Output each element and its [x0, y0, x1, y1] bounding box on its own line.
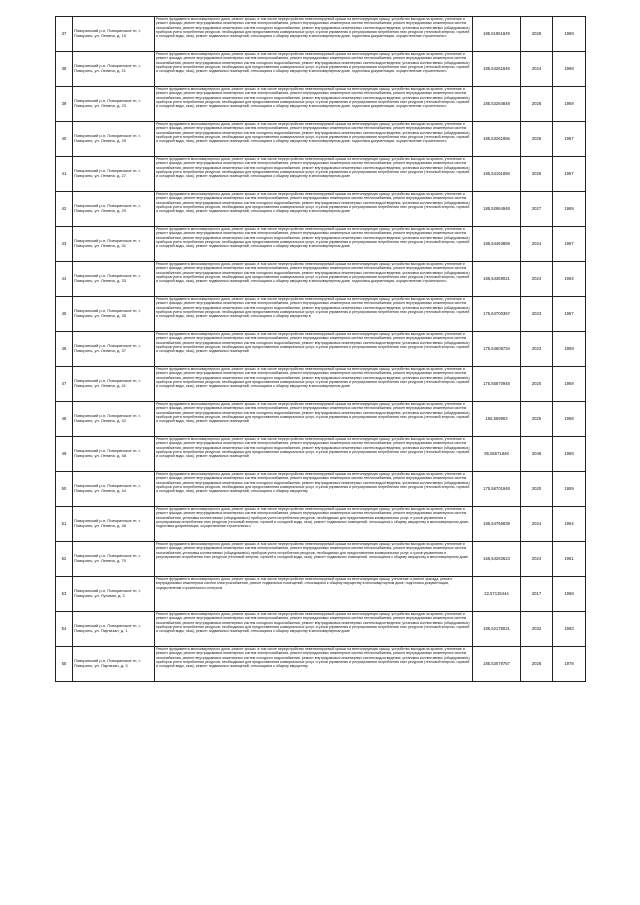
build-year-cell: 1969 [553, 367, 586, 402]
planned-year-cell: 2024 [521, 507, 553, 542]
works-description-cell: Ремонт фундамента многоквартирного дома, ремонт крыши, в том числе переустройство невентилируемой крыши на вентилируемую крышу, устройство выходов на кровлю, утепление и ремонт фасада, ремонт внутридомовых инженерных систем электроснабжения, ремонт внутридомовых инженерных систем теплоснабжения, ремонт внутридомовых инженерных систем газоснабжения, установка коллективных (общедомовых) приборов учета потребления ресурсов, необходимых для предоставления коммунальных услуг, и узлов управления и регулирования потребления этих ресурсов (тепловой энергии, горячей и холодной воды, газа), ремонт подвальных помещений, относящихся к общему имуществу в многоквартирном доме [155, 542, 473, 577]
works-description-cell: Ремонт фундамента многоквартирного дома, ремонт крыши, в том числе переустройство невентилируемой крыши на вентилируемую крышу, устройство выходов на кровлю, утепление и ремонт фасада, ремонт внутридомовых инженерных систем электроснабжения, ремонт внутридомовых инженерных систем теплоснабжения, ремонт внутридомовых инженерных систем газоснабжения, ремонт внутридомовых инженерных систем холодного водоснабжения, ремонт внутридомовых инженерных систем водоотведения, установка коллективных (общедомовых) приборов учета потребления ресурсов, необходимых для предоставления коммунальных услуг, и узлов управления и регулирования потребления этих ресурсов (тепловой энергии, горячей и холодной воды, газа), ремонт подвальных помещений, относящихся к общему имуществу в многоквартирном доме, подготовка документации, осуществление строительного [155, 262, 473, 297]
table-row [56, 437, 586, 472]
address-cell: Поворинский р-н, Поворинское гп, г. Поворино, ул. Ленина, д. 48 [73, 507, 155, 542]
row-number-cell: 42 [56, 192, 73, 227]
address-cell: Поворинский р-н, Поворинское гп, г. Поворино, ул. Ленина, д. 35 [73, 297, 155, 332]
value-cell: 22,57125444 [473, 577, 521, 612]
works-description-cell: Ремонт фундамента многоквартирного дома, ремонт крыши, в том числе переустройство невентилируемой крыши на вентилируемую крышу, устройство выходов на кровлю, утепление и ремонт фасада, ремонт внутридомовых инженерных систем электроснабжения, ремонт внутридомовых инженерных систем теплоснабжения, ремонт внутридомовых инженерных систем газоснабжения, ремонт внутридомовых инженерных систем холодного водоснабжения, ремонт внутридомовых инженерных систем водоотведения, установка коллективных (общедомовых) приборов учета потребления ресурсов, необходимых для предоставления коммунальных услуг, и узлов управления и регулирования потребления этих ресурсов (тепловой энергии, горячей и холодной воды, газа), ремонт подвальных помещений, относящихся к общему имуществу в [155, 297, 473, 332]
row-number-cell: 41 [56, 157, 73, 192]
build-year-cell: 1961 [553, 542, 586, 577]
table-row [56, 472, 586, 507]
build-year-cell: 1964 [553, 507, 586, 542]
build-year-cell: 1958 [553, 402, 586, 437]
planned-year-cell: 2028 [521, 122, 553, 157]
planned-year-cell: 2020 [521, 367, 553, 402]
works-description-cell: Ремонт фундамента многоквартирного дома, ремонт крыши, в том числе переустройство невентилируемой крыши на вентилируемую крышу, устройство выходов на кровлю, утепление и ремонт фасада, ремонт внутридомовых инженерных систем электроснабжения, ремонт внутридомовых инженерных систем теплоснабжения, ремонт внутридомовых инженерных систем газоснабжения, ремонт внутридомовых инженерных систем холодного водоснабжения, ремонт внутридомовых инженерных систем водоотведения, установка коллективных (общедомовых) приборов учета потребления ресурсов, необходимых для предоставления коммунальных услуг, и узлов управления и регулирования потребления этих ресурсов (тепловой энергии, горячей и холодной воды, газа), ремонт подвальных помещений, относящихся к общему имуществу [155, 472, 473, 507]
build-year-cell: 1969 [553, 192, 586, 227]
address-cell: Поворинский р-н, Поворинское гп, г. Поворино, ул. Ленина, д. 25 [73, 122, 155, 157]
works-description-cell: Ремонт фундамента многоквартирного дома, ремонт крыши, в том числе переустройство невентилируемой крыши на вентилируемую крышу, устройство выходов на кровлю, утепление и ремонт фасада, ремонт внутридомовых инженерных систем электроснабжения, ремонт внутридомовых инженерных систем теплоснабжения, ремонт внутридомовых инженерных систем газоснабжения, ремонт внутридомовых инженерных систем холодного водоснабжения, ремонт внутридомовых инженерных систем водоотведения, установка коллективных (общедомовых) приборов учета потребления ресурсов, необходимых для предоставления коммунальных услуг, и узлов управления и регулирования потребления этих ресурсов (тепловой энергии, горячей и холодной воды, газа), ремонт подвальных помещений, относящихся к общему имуществу в многоквартирном доме, подготовка документации, осуществление строительного [155, 52, 473, 87]
address-cell: Поворинский р-н, Поворинское гп, г. Поворино, ул. Ленина, д. 21 [73, 52, 155, 87]
value-cell: 175,54608734 [473, 332, 521, 367]
row-number-cell: 37 [56, 17, 73, 52]
build-year-cell: 1969 [553, 437, 586, 472]
table-row [56, 297, 586, 332]
row-number-cell: 45 [56, 297, 73, 332]
value-cell: 175,56701948 [473, 472, 521, 507]
address-cell: Поворинский р-н, Поворинское гп, г. Поворино, ул. Ленина, д. 44 [73, 472, 155, 507]
table-row [56, 227, 586, 262]
works-description-cell: Ремонт фундамента многоквартирного дома, ремонт крыши, в том числе переустройство невентилируемой крыши на вентилируемую крышу, утепление и ремонт фасада, ремонт внутридомовых инженерных систем электроснабжения, ремонт подвальных помещений, относящихся к общему имуществу в многоквартирном доме, подготовка документации, осуществление строительного контроля [155, 577, 473, 612]
row-number-cell: 46 [56, 332, 73, 367]
table-row [56, 192, 586, 227]
row-number-cell: 43 [56, 227, 73, 262]
row-number-cell: 52 [56, 542, 73, 577]
works-description-cell: Ремонт фундамента многоквартирного дома, ремонт крыши, в том числе переустройство невентилируемой крыши на вентилируемую крышу, устройство выходов на кровлю, утепление и ремонт фасада, ремонт внутридомовых инженерных систем электроснабжения, ремонт внутридомовых инженерных систем теплоснабжения, ремонт внутридомовых инженерных систем газоснабжения, ремонт внутридомовых инженерных систем холодного водоснабжения, ремонт внутридомовых инженерных систем водоотведения, установка коллективных (общедомовых) приборов учета потребления ресурсов, необходимых для предоставления коммунальных услуг, и узлов управления и регулирования потребления этих ресурсов (тепловой энергии, горячей и холодной воды, газа), ремонт подвальных помещений, относящихся к общему имуществу в многоквартирном доме [155, 367, 473, 402]
build-year-cell: 1967 [553, 297, 586, 332]
address-cell: Поворинский р-н, Поворинское гп, г. Поворино, ул. Ленина, д. 31 [73, 227, 155, 262]
works-description-cell: Ремонт фундамента многоквартирного дома, ремонт крыши, в том числе переустройство невентилируемой крыши на вентилируемую крышу, устройство выходов на кровлю, утепление и ремонт фасада, ремонт внутридомовых инженерных систем электроснабжения, ремонт внутридомовых инженерных систем теплоснабжения, ремонт внутридомовых инженерных систем газоснабжения, ремонт внутридомовых инженерных систем холодного водоснабжения, ремонт внутридомовых инженерных систем водоотведения, установка коллективных (общедомовых) приборов учета потребления ресурсов, необходимых для предоставления коммунальных услуг, и узлов управления и регулирования потребления этих ресурсов (тепловой энергии, горячей и холодной воды, газа), ремонт подвальных помещений, относящихся к общему имуществу в многоквартирном доме [155, 192, 473, 227]
row-number-cell: 47 [56, 367, 73, 402]
value-cell: 185,54191856 [473, 157, 521, 192]
row-number-cell: 44 [56, 262, 73, 297]
address-cell: Поворинский р-н, Поворинское гп, г. Поворино, ул. Ленина, д. 29 [73, 192, 155, 227]
table-row [56, 507, 586, 542]
value-cell: 185,53078757 [473, 647, 521, 682]
row-number-cell: 49 [56, 437, 73, 472]
build-year-cell: 1978 [553, 647, 586, 682]
planned-year-cell: 2023 [521, 332, 553, 367]
planned-year-cell: 2024 [521, 227, 553, 262]
works-description-cell: Ремонт фундамента многоквартирного дома, ремонт крыши, в том числе переустройство невентилируемой крыши на вентилируемую крышу, устройство выходов на кровлю, утепление и ремонт фасада, ремонт внутридомовых инженерных систем электроснабжения, ремонт внутридомовых инженерных систем теплоснабжения, ремонт внутридомовых инженерных систем газоснабжения, ремонт внутридомовых инженерных систем холодного водоснабжения, ремонт внутридомовых инженерных систем водоотведения, установка коллективных (общедомовых) приборов учета потребления ресурсов, необходимых для предоставления коммунальных услуг, и узлов управления и регулирования потребления этих ресурсов (тепловой энергии, горячей и холодной воды, газа), ремонт подвальных помещений [155, 402, 473, 437]
value-cell: 185,51951849 [473, 17, 521, 52]
works-description-cell: Ремонт фундамента многоквартирного дома, ремонт крыши, в том числе переустройство невентилируемой крыши на вентилируемую крышу, устройство выходов на кровлю, утепление и ремонт фасада, ремонт внутридомовых инженерных систем электроснабжения, ремонт внутридомовых инженерных систем теплоснабжения, ремонт внутридомовых инженерных систем газоснабжения, ремонт внутридомовых инженерных систем холодного водоснабжения, ремонт внутридомовых инженерных систем водоотведения, установка коллективных (общедомовых) приборов учета потребления ресурсов, необходимых для предоставления коммунальных услуг, и узлов управления и регулирования потребления этих ресурсов (тепловой энергии, горячей и холодной воды, газа), ремонт подвальных помещений, относящихся к общему имуществу в многоквартирном доме [155, 227, 473, 262]
works-description-cell: Ремонт фундамента многоквартирного дома, ремонт крыши, в том числе переустройство невентилируемой крыши на вентилируемую крышу, устройство выходов на кровлю, утепление и ремонт фасада, ремонт внутридомовых инженерных систем электроснабжения, ремонт внутридомовых инженерных систем теплоснабжения, ремонт внутридомовых инженерных систем газоснабжения, ремонт внутридомовых инженерных систем холодного водоснабжения, ремонт внутридомовых инженерных систем водоотведения, установка коллективных (общедомовых) приборов учета потребления ресурсов, необходимых для предоставления коммунальных услуг, и узлов управления и регулирования потребления этих ресурсов (тепловой энергии, горячей и холодной воды, газа), ремонт подвальных помещений [155, 437, 473, 472]
planned-year-cell: 2028 [521, 17, 553, 52]
address-cell: Поворинский р-н, Поворинское гп, г. Поворино, ул. Ленина, д. 70 [73, 542, 155, 577]
value-cell: 185,54766839 [473, 507, 521, 542]
works-description-cell: Ремонт фундамента многоквартирного дома, ремонт крыши, в том числе переустройство невентилируемой крыши на вентилируемую крышу, устройство выходов на кровлю, утепление и ремонт фасада, ремонт внутридомовых инженерных систем электроснабжения, ремонт внутридомовых инженерных систем теплоснабжения, ремонт внутридомовых инженерных систем газоснабжения, ремонт внутридомовых инженерных систем холодного водоснабжения, ремонт внутридомовых инженерных систем водоотведения, установка коллективных (общедомовых) приборов учета потребления ресурсов, необходимых для предоставления коммунальных услуг, и узлов управления и регулирования потребления этих ресурсов (тепловой энергии, горячей и холодной воды, газа), ремонт подвальных помещений, относящихся к общему имуществу в многоквартирном доме [155, 612, 473, 647]
value-cell: 185,53264848 [473, 87, 521, 122]
table-row [56, 402, 586, 437]
planned-year-cell: 2026 [521, 157, 553, 192]
address-cell: Поворинский р-н, Поворинское гп, г. Поворино, ул. Партизан, д. 1 [73, 612, 155, 647]
works-description-cell: Ремонт фундамента многоквартирного дома, ремонт крыши, в том числе переустройство невентилируемой крыши на вентилируемую крышу, устройство выходов на кровлю, утепление и ремонт фасада, ремонт внутридомовых инженерных систем электроснабжения, ремонт внутридомовых инженерных систем теплоснабжения, ремонт внутридомовых инженерных систем газоснабжения, ремонт внутридомовых инженерных систем холодного водоснабжения, ремонт внутридомовых инженерных систем водоотведения, установка коллективных (общедомовых) приборов учета потребления ресурсов, необходимых для предоставления коммунальных услуг, и узлов управления и регулирования потребления этих ресурсов (тепловой энергии, горячей и холодной воды, газа), ремонт подвальных помещений, относящихся к общему имуществу в многоквартирном доме, подготовка документации, осуществление строительного [155, 17, 473, 52]
planned-year-cell: 2028 [521, 87, 553, 122]
works-description-cell: Ремонт фундамента многоквартирного дома, ремонт крыши, в том числе переустройство невентилируемой крыши на вентилируемую крышу, устройство выходов на кровлю, утепление и ремонт фасада, ремонт внутридомовых инженерных систем электроснабжения, ремонт внутридомовых инженерных систем теплоснабжения, ремонт внутридомовых инженерных систем газоснабжения, ремонт внутридомовых инженерных систем холодного водоснабжения, ремонт внутридомовых инженерных систем водоотведения, установка коллективных (общедомовых) приборов учета потребления ресурсов, необходимых для предоставления коммунальных услуг, и узлов управления и регулирования потребления этих ресурсов (тепловой энергии, горячей и холодной воды, газа), ремонт подвальных помещений, относящихся к общему имуществу в многоквартирном доме, подготовка документации, осуществление строительного [155, 87, 473, 122]
row-number-cell: 38 [56, 52, 73, 87]
row-number-cell: 55 [56, 647, 73, 682]
table-row [56, 332, 586, 367]
value-cell: 95,55571848 [473, 437, 521, 472]
build-year-cell: 1969 [553, 87, 586, 122]
works-description-cell: Ремонт фундамента многоквартирного дома, ремонт крыши, в том числе переустройство невентилируемой крыши на вентилируемую крышу, устройство выходов на кровлю, утепление и ремонт фасада, ремонт внутридомовых инженерных систем электроснабжения, ремонт внутридомовых инженерных систем теплоснабжения, ремонт внутридомовых инженерных систем газоснабжения, ремонт внутридомовых инженерных систем холодного водоснабжения, ремонт внутридомовых инженерных систем водоотведения, установка коллективных (общедомовых) приборов учета потребления ресурсов, необходимых для предоставления коммунальных услуг, и узлов управления и регулирования потребления этих ресурсов (тепловой энергии, горячей и холодной воды, газа), ремонт подвальных помещений, относящихся к общему имуществу [155, 647, 473, 682]
row-number-cell: 48 [56, 402, 73, 437]
address-cell: Поворинский р-н, Поворинское гп, г. Поворино, ул. Ленина, д. 27 [73, 157, 155, 192]
build-year-cell: 1959 [553, 332, 586, 367]
row-number-cell: 51 [56, 507, 73, 542]
row-number-cell: 39 [56, 87, 73, 122]
build-year-cell: 1969 [553, 52, 586, 87]
value-cell: 185,54463869 [473, 227, 521, 262]
build-year-cell: 1967 [553, 227, 586, 262]
address-cell: Поворинский р-н, Поворинское гп, г. Поворино, ул. Ленина, д. 42 [73, 402, 155, 437]
row-number-cell: 54 [56, 612, 73, 647]
table-row [56, 577, 586, 612]
address-cell: Поворинский р-н, Поворинское гп, г. Поворино, ул. Ленина, д. 48 [73, 437, 155, 472]
table-row [56, 122, 586, 157]
build-year-cell: 1983 [553, 612, 586, 647]
value-cell: 175,64700367 [473, 297, 521, 332]
address-cell: Поворинский р-н, Поворинское гп, г. Поворино, ул. Партизан, д. 3 [73, 647, 155, 682]
value-cell: 155,54263623 [473, 542, 521, 577]
address-cell: Поворинский р-н, Поворинское гп, г. Поворино, ул. Ленина, д. 37 [73, 332, 155, 367]
planned-year-cell: 2024 [521, 262, 553, 297]
row-number-cell: 40 [56, 122, 73, 157]
build-year-cell: 1968 [553, 577, 586, 612]
row-number-cell: 50 [56, 472, 73, 507]
table-row [56, 647, 586, 682]
table-row [56, 542, 586, 577]
planned-year-cell: 2032 [521, 612, 553, 647]
works-description-cell: Ремонт фундамента многоквартирного дома, ремонт крыши, в том числе переустройство невентилируемой крыши на вентилируемую крышу, устройство выходов на кровлю, утепление и ремонт фасада, ремонт внутридомовых инженерных систем электроснабжения, ремонт внутридомовых инженерных систем теплоснабжения, ремонт внутридомовых инженерных систем газоснабжения, установка коллективных (общедомовых) приборов учета потребления ресурсов, необходимых для предоставления коммунальных услуг, и узлов управления и регулирования потребления этих ресурсов (тепловой энергии, горячей и холодной воды, газа), ремонт подвальных помещений, относящихся к общему имуществу в многоквартирном доме, подготовка документации, осуществление строительного [155, 507, 473, 542]
capital-repair-table [55, 16, 586, 682]
works-description-cell: Ремонт фундамента многоквартирного дома, ремонт крыши, в том числе переустройство невентилируемой крыши на вентилируемую крышу, устройство выходов на кровлю, утепление и ремонт фасада, ремонт внутридомовых инженерных систем электроснабжения, ремонт внутридомовых инженерных систем теплоснабжения, ремонт внутридомовых инженерных систем газоснабжения, ремонт внутридомовых инженерных систем холодного водоснабжения, ремонт внутридомовых инженерных систем водоотведения, установка коллективных (общедомовых) приборов учета потребления ресурсов, необходимых для предоставления коммунальных услуг, и узлов управления и регулирования потребления этих ресурсов (тепловой энергии, горячей и холодной воды, газа), ремонт подвальных помещений, относящихся к общему имуществу в многоквартирном доме [155, 157, 473, 192]
planned-year-cell: 2025 [521, 402, 553, 437]
table-row [56, 157, 586, 192]
table-row [56, 262, 586, 297]
build-year-cell: 1967 [553, 122, 586, 157]
document-page [55, 16, 585, 682]
address-cell: Поворинский р-н, Поворинское гп, г. Поворино, ул. Ленина, д. 33 [73, 262, 155, 297]
table-row [56, 367, 586, 402]
address-cell: Поворинский р-н, Поворинское гп, г. Поворино, ул. Луговая, д. 2 [73, 577, 155, 612]
value-cell: 185,53261856 [473, 122, 521, 157]
table-row [56, 87, 586, 122]
row-number-cell: 53 [56, 577, 73, 612]
value-cell: 185,54261848 [473, 52, 521, 87]
build-year-cell: 1964 [553, 262, 586, 297]
planned-year-cell: 2023 [521, 297, 553, 332]
table-body [56, 17, 586, 682]
table-row [56, 612, 586, 647]
build-year-cell: 1969 [553, 17, 586, 52]
planned-year-cell: 2049 [521, 437, 553, 472]
table-row [56, 52, 586, 87]
value-cell: 185,54369021 [473, 262, 521, 297]
planned-year-cell: 2024 [521, 52, 553, 87]
value-cell: 155,559963 [473, 402, 521, 437]
build-year-cell: 1967 [553, 157, 586, 192]
planned-year-cell: 2027 [521, 192, 553, 227]
address-cell: Поворинский р-н, Поворинское гп, г. Поворино, ул. Ленина, д. 19 [73, 17, 155, 52]
address-cell: Поворинский р-н, Поворинское гп, г. Поворино, ул. Ленина, д. 23 [73, 87, 155, 122]
planned-year-cell: 2017 [521, 577, 553, 612]
address-cell: Поворинский р-н, Поворинское гп, г. Поворино, ул. Ленина, д. 41 [73, 367, 155, 402]
works-description-cell: Ремонт фундамента многоквартирного дома, ремонт крыши, в том числе переустройство невентилируемой крыши на вентилируемую крышу, устройство выходов на кровлю, утепление и ремонт фасада, ремонт внутридомовых инженерных систем электроснабжения, ремонт внутридомовых инженерных систем теплоснабжения, ремонт внутридомовых инженерных систем газоснабжения, ремонт внутридомовых инженерных систем холодного водоснабжения, ремонт внутридомовых инженерных систем водоотведения, установка коллективных (общедомовых) приборов учета потребления ресурсов, необходимых для предоставления коммунальных услуг, и узлов управления и регулирования потребления этих ресурсов (тепловой энергии, горячей и холодной воды, газа), ремонт подвальных помещений [155, 332, 473, 367]
value-cell: 185,52964948 [473, 192, 521, 227]
table-row [56, 17, 586, 52]
value-cell: 175,55670948 [473, 367, 521, 402]
build-year-cell: 1959 [553, 472, 586, 507]
value-cell: 185,52178021 [473, 612, 521, 647]
planned-year-cell: 2024 [521, 542, 553, 577]
planned-year-cell: 2020 [521, 472, 553, 507]
planned-year-cell: 2028 [521, 647, 553, 682]
works-description-cell: Ремонт фундамента многоквартирного дома, ремонт крыши, в том числе переустройство невентилируемой крыши на вентилируемую крышу, устройство выходов на кровлю, утепление и ремонт фасада, ремонт внутридомовых инженерных систем электроснабжения, ремонт внутридомовых инженерных систем теплоснабжения, ремонт внутридомовых инженерных систем газоснабжения, ремонт внутридомовых инженерных систем холодного водоснабжения, ремонт внутридомовых инженерных систем водоотведения, установка коллективных (общедомовых) приборов учета потребления ресурсов, необходимых для предоставления коммунальных услуг, и узлов управления и регулирования потребления этих ресурсов (тепловой энергии, горячей и холодной воды, газа), ремонт подвальных помещений, относящихся к общему имуществу в многоквартирном доме, подготовка документации, осуществление строительного [155, 122, 473, 157]
